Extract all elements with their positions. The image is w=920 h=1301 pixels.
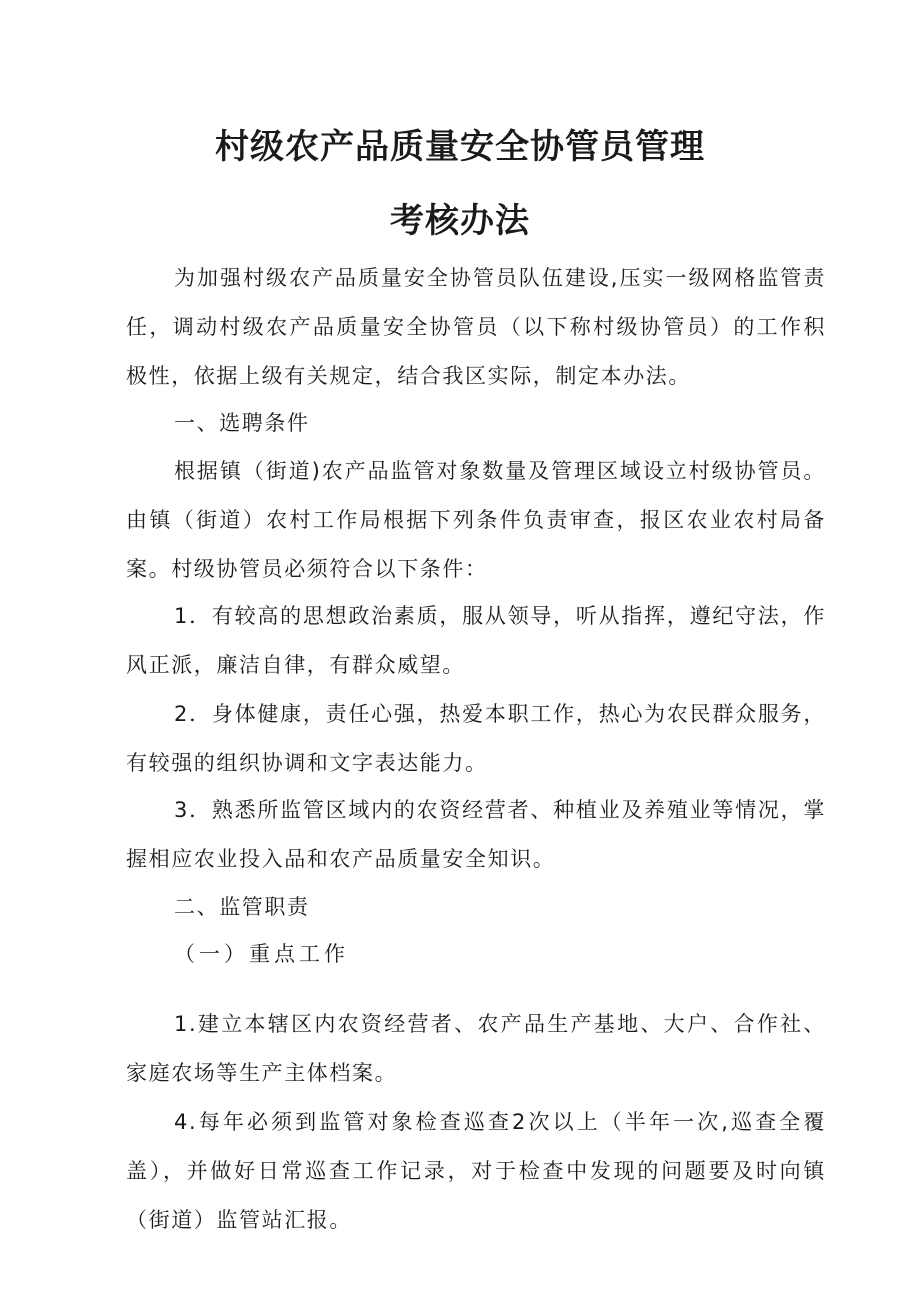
section-2-subheading: （一）重点工作: [174, 942, 349, 966]
condition-item-3: 3．熟悉所监管区域内的农资经营者、种植业及养殖业等情况，掌握相应农业投入品和农产品质量安全知识。: [126, 798, 826, 871]
duty-item-4: 4.每年必须到监管对象检查巡查2次以上（半年一次,巡查全覆盖），并做好日常巡查工作记录，对于检查中发现的问题要及时向镇（街道）监管站汇报。: [126, 1110, 826, 1232]
duty-item-1: 1.建立本辖区内农资经营者、农产品生产基地、大户、合作社、家庭农场等生产主体档案。: [126, 1012, 826, 1085]
condition-item-1: 1．有较高的思想政治素质，服从领导，听从指挥，遵纪守法，作风正派，廉洁自律，有群众威望。: [126, 604, 826, 677]
intro-paragraph: 为加强村级农产品质量安全协管员队伍建设,压实一级网格监管责任，调动村级农产品质量安全协管员（以下称村级协管员）的工作积极性，依据上级有关规定，结合我区实际，制定本办法。: [126, 266, 826, 388]
section-1-heading: 一、选聘条件: [174, 411, 310, 435]
section-2-heading: 二、监管职责: [174, 895, 310, 919]
section-1-body: 根据镇（街道)农产品监管对象数量及管理区域设立村级协管员。由镇（街道）农村工作局根据下列条件负责审查，报区农业农村局备案。村级协管员必须符合以下条件：: [126, 459, 826, 581]
document-title-line-2: 考核办法: [390, 201, 530, 241]
document-title-line-1: 村级农产品质量安全协管员管理: [215, 127, 705, 167]
condition-item-2: 2．身体健康，责任心强，热爱本职工作，热心为农民群众服务，有较强的组织协调和文字表达能力。: [126, 702, 826, 775]
